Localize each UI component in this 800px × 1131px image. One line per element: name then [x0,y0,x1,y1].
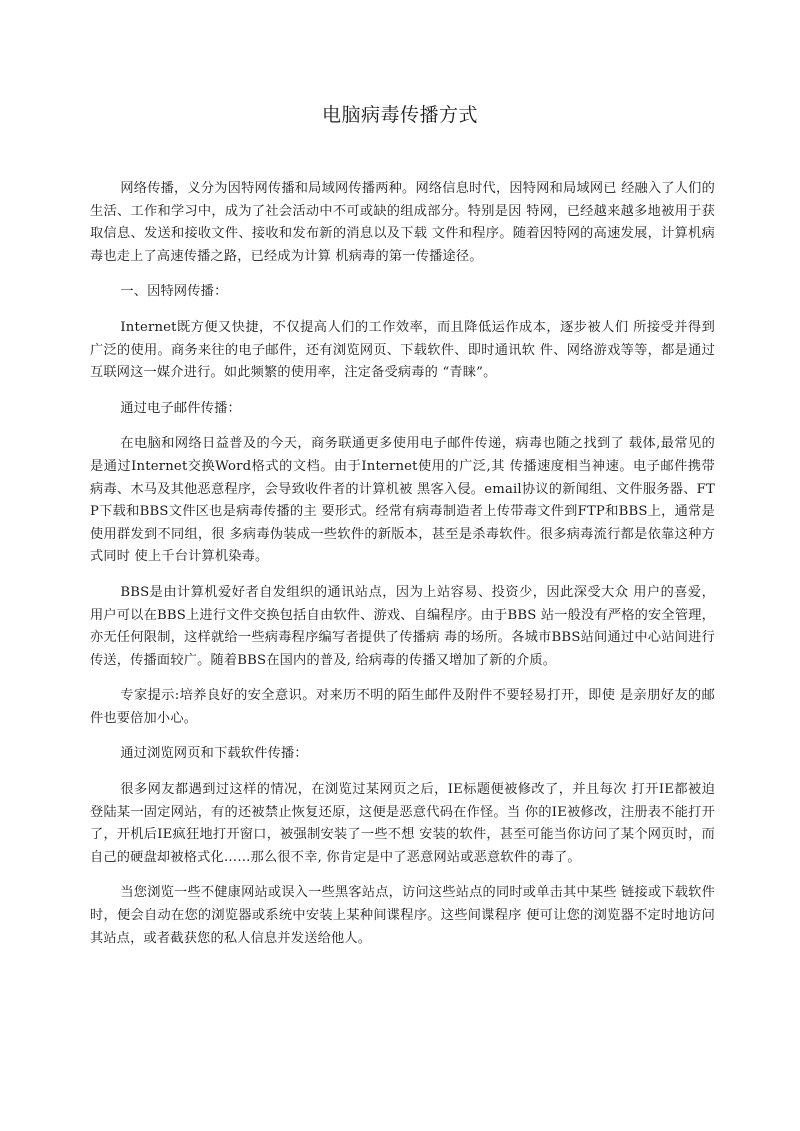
bbs-paragraph: BBS是由计算机爱好者自发组织的通讯站点，因为上站容易、投资少，因此深受大众 用户的喜爱，用户可以在BBS上进行文件交换包括自由软件、游戏、自编程序。由于BBS 站一般没有严格的安全管理，亦无任何限制，这样就给一些病毒程序编写者提供了传播病 毒的场所。各城市BBS站间通过中心站间进行传送，传播面较广。随着BBS在国内的普及, 给病毒的传播又增加了新的介质。 [90,584,715,668]
internet-paragraph: Internet既方便又快捷，不仅提高人们的工作效率，而且降低运作成本，逐步被人们 所接受并得到广泛的使用。商务来往的电子邮件，还有浏览网页、下载软件、即时通讯软 件、网络游戏等等，都是通过互联网这一媒介进行。如此频繁的使用率，注定备受病毒的 “青睐”。 [90,319,715,381]
browsing-paragraph: 很多网友都遇到过这样的情况，在浏览过某网页之后，IE标题便被修改了，并且每次 打开IE都被迫登陆某一固定网站，有的还被禁止恢复还原，这便是恶意代码在作怪。当 你的IE被修改，注册表不能打开了，开机后IE疯狂地打开窗口，被强制安装了一些不想 安装的软件，甚至可能当你访问了某个网页时，而自己的硬盘却被格式化……那么很不幸, 你肯定是中了恶意网站或恶意软件的毒了。 [90,782,715,865]
section-heading-browsing: 通过浏览网页和下载软件传播： [120,746,308,762]
expert-tip-paragraph: 专家提示:培养良好的安全意识。对来历不明的陌生邮件及附件不要轻易打开，即使 是亲朋好友的邮件也要倍加小心。 [90,688,715,726]
section-heading-internet: 一、因特网传播： [120,284,228,300]
email-paragraph: 在电脑和网络日益普及的今天，商务联通更多使用电子邮件传递，病毒也随之找到了 载体,最常见的是通过Internet交换Word格式的文档。由于Internet使用的广泛,其 传播速度相当神速。电子邮件携带病毒、木马及其他恶意程序，会导致收件者的计算机被 黑客入侵。email协议的新闻组、文件服务器、FTP下载和BBS文件区也是病毒传播的主 要形式。经常有病毒制造者上传带毒文件到FTP和BBS上，通常是使用群发到不同组，很 多病毒伪装成一些软件的新版本，甚至是杀毒软件。很多病毒流行都是依靠这种方式同时 使上千台计算机染毒。 [90,436,715,565]
spyware-paragraph: 当您浏览一些不健康网站或误入一些黑客站点，访问这些站点的同时或单击其中某些 链接或下载软件时，便会自动在您的浏览器或系统中安装上某种间谍程序。这些间谍程序 便可让您的浏览器不定时地访问其站点，或者截获您的私人信息并发送给他人。 [90,885,715,946]
intro-paragraph: 网络传播，义分为因特网传播和局域网传播两种。网络信息时代，因特网和局域网已 经融入了人们的生活、工作和学习中，成为了社会活动中不可或缺的组成部分。特别是因 特网，已经越来越多地被用于获取信息、发送和接收文件、接收和发布新的消息以及下载 文件和程序。随着因特网的高速发展，计算机病毒也走上了高速传播之路，已经成为计算 机病毒的第一传播途径。 [90,181,715,264]
section-heading-email: 通过电子邮件传播： [120,400,241,416]
document-body [90,178,715,963]
document-title: 电脑病毒传播方式 [321,104,478,126]
